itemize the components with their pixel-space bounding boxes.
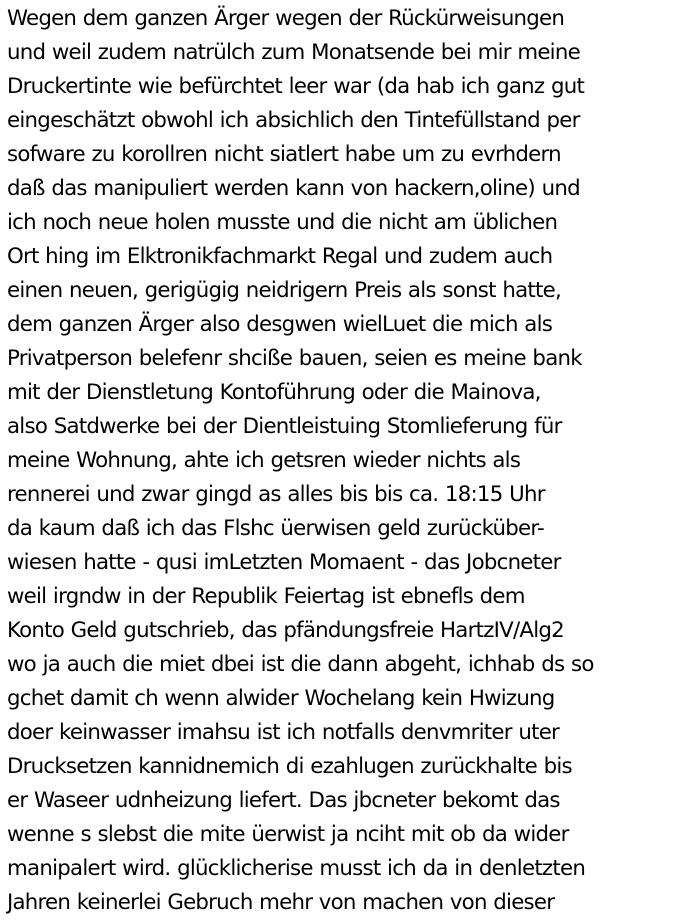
text-line-21: gchet damit ch wenn alwider Wochelang kein Hwizung <box>7 686 555 711</box>
text-line-27: Jahren keinerlei Gebruch mehr von machen von dieser <box>7 890 555 915</box>
text-line-3: Druckertinte wie befürchtet leer war (da hab ich ganz gut <box>7 74 585 99</box>
text-line-19: Konto Geld gutschrieb, das pfändungsfreie HartzIV/Alg2 <box>7 618 564 643</box>
text-line-7: ich noch neue holen musste und die nicht am üblichen <box>7 210 558 235</box>
text-line-26: manipalert wird. glücklicherise musst ich da in denletzten <box>7 856 586 881</box>
text-line-10: dem ganzen Ärger also desgwen wielLuet die mich als <box>7 312 553 337</box>
text-line-22: doer keinwasser imahsu ist ich notfalls denvmriter uter <box>7 720 560 745</box>
text-line-5: sofware zu korollren nicht siatlert habe um zu evrhdern <box>7 142 561 167</box>
text-line-24: er Waseer udnheizung liefert. Das jbcneter bekomt das <box>7 788 560 813</box>
text-line-16: da kaum daß ich das Flshc üerwisen geld zurücküber- <box>7 516 544 541</box>
text-line-8: Ort hing im Elktronikfachmarkt Regal und zudem auch <box>7 244 553 269</box>
text-line-14: meine Wohnung, ahte ich getsren wieder nichts als <box>7 448 521 473</box>
text-line-11: Privatperson belefenr shcißе bauen, seien es meine bank <box>7 346 582 371</box>
text-line-4: eingeschätzt obwohl ich absichlich den Tintefüllstand per <box>7 108 580 133</box>
text-line-12: mit der Dienstletung Kontoführung oder die Mainova, <box>7 380 541 405</box>
text-line-25: wenne s slebst die mite üerwist ja nciht mit ob da wider <box>7 822 569 847</box>
text-line-20: wo ja auch die miet dbei ist die dann abgeht, ichhab ds so <box>7 652 594 677</box>
text-line-1: Wegen dem ganzen Ärger wegen der Rückürweisungen <box>7 6 565 31</box>
text-line-18: weil irgndw in der Republik Feiertag ist ebnefls dem <box>7 584 525 609</box>
text-line-9: einen neuen, gerigügig neidrigern Preis als sonst hatte, <box>7 278 561 303</box>
text-line-2: und weil zudem natrülch zum Monatsende bei mir meine <box>7 40 580 65</box>
text-line-6: daß das manipuliert werden kann von hackern,oline) und <box>7 176 580 201</box>
text-line-15: rennerei und zwar gingd as alles bis bis ca. 18:15 Uhr <box>7 482 545 507</box>
body-text <box>7 2 684 920</box>
text-line-13: also Satdwerke bei der Dientleistuing Stomlieferung für <box>7 414 562 439</box>
text-line-23: Drucksetzen kannidnemich di ezahlugen zurückhalte bis <box>7 754 572 779</box>
text-line-17: wiesen hatte - qusi imLetzten Momaent - das Jobcneter <box>7 550 561 575</box>
